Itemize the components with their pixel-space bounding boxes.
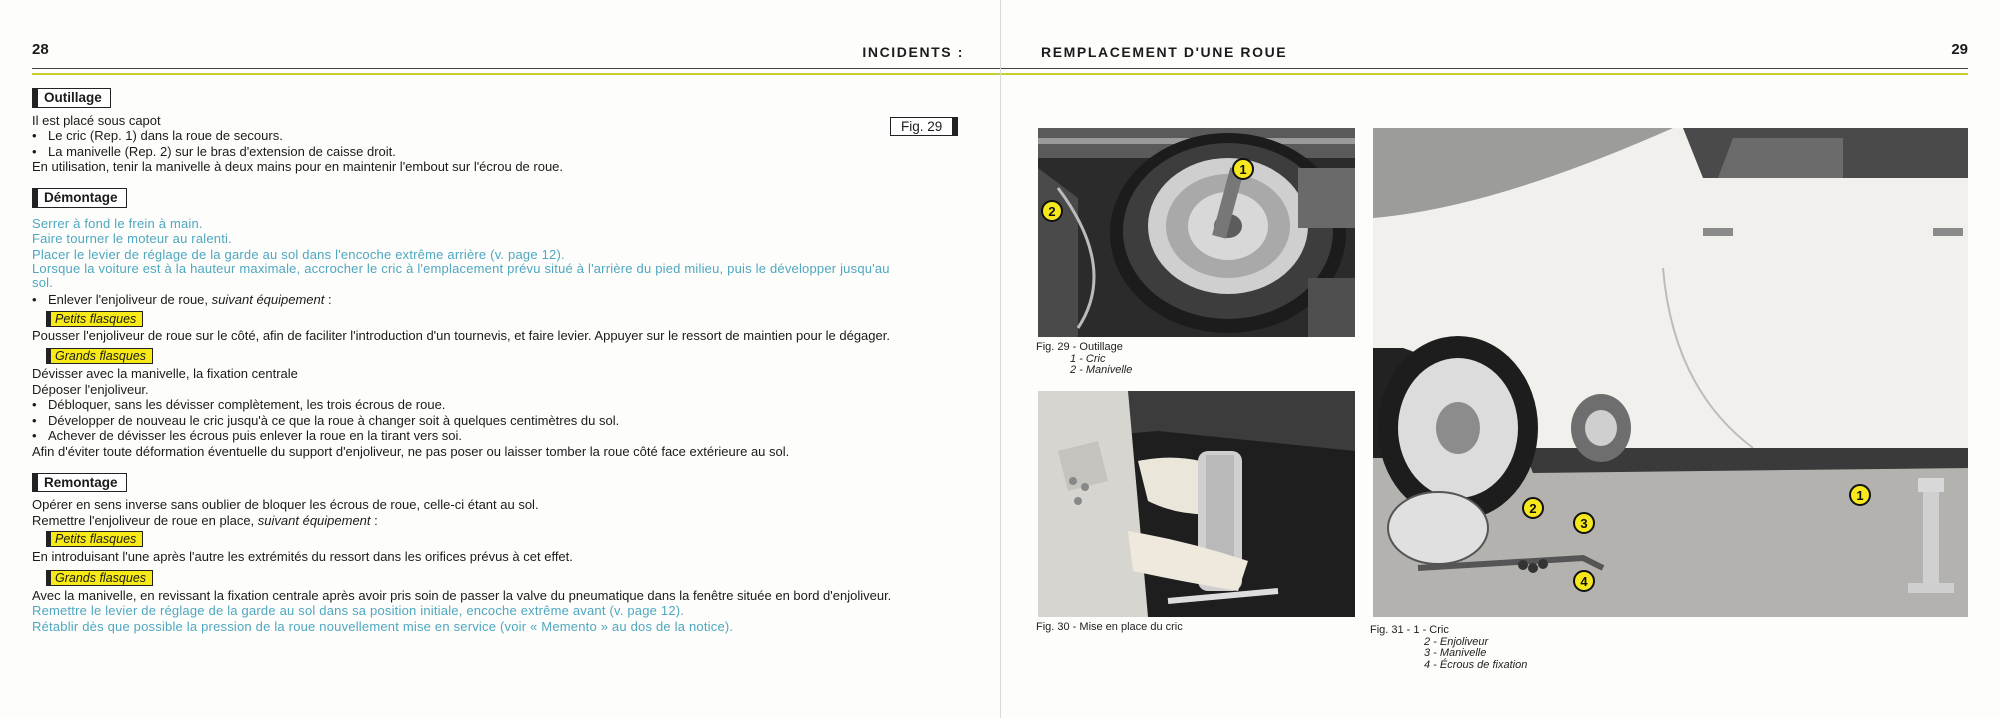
remontage-petits-text: En introduisant l'une après l'autre les extrémités du ressort dans les orifices prévus à cet effet.	[32, 549, 573, 565]
fig-31-title: Fig. 31 - 1 - Cric	[1370, 624, 1449, 636]
fig-31-item: 3 - Manivelle	[1424, 647, 1487, 659]
header-incidents: INCIDENTS :	[862, 44, 964, 60]
spare-wheel-illustration	[1038, 128, 1355, 337]
section-remontage: Remontage	[32, 473, 127, 493]
demontage-blue-line: Faire tourner le moteur au ralenti.	[32, 231, 232, 247]
outillage-bullet: • La manivelle (Rep. 2) sur le bras d'extension de caisse droit.	[32, 144, 962, 160]
section-demontage: Démontage	[32, 188, 127, 208]
remontage-em: suivant équipement	[257, 512, 371, 528]
demontage-blue-line: Serrer à fond le frein à main.	[32, 215, 203, 231]
fig-29-item: 2 - Manivelle	[1070, 364, 1133, 376]
tag-grands-flasques: Grands flasques	[46, 348, 153, 364]
fig-29-title: Fig. 29 - Outillage	[1036, 341, 1123, 353]
fig-31-item: 4 - Écrous de fixation	[1424, 658, 1528, 671]
jack-placement-illustration	[1038, 391, 1355, 617]
demontage-blue-line: Placer le levier de réglage de la garde au sol dans l'encoche extrême arrière (v. page 12).	[32, 246, 565, 262]
fig-29-photo	[1038, 128, 1355, 337]
remontage-text: Remettre l'enjoliveur de roue en place,	[32, 512, 258, 528]
outillage-note: En utilisation, tenir la manivelle à deux mains pour en maintenir l'embout sur l'écrou de roue.	[32, 159, 564, 175]
enjoliveur-end: :	[324, 292, 332, 308]
enjoliveur-instruction	[32, 292, 962, 308]
demontage-bullet: • Achever de dévisser les écrous puis enlever la roue en la tirant vers soi.	[32, 428, 962, 444]
demontage-bullet: • Développer de nouveau le cric jusqu'à ce que la roue à changer soit à quelques centimètres du sol.	[32, 413, 962, 429]
header-remplacement: REMPLACEMENT D'UNE ROUE	[1041, 44, 1288, 60]
fig29-marker: 2	[1041, 200, 1063, 222]
tag-petits-flasques: Petits flasques	[46, 531, 143, 547]
left-content	[32, 88, 962, 635]
fig-31-caption	[1370, 625, 1527, 671]
fig-30-photo	[1038, 391, 1355, 617]
grands-flasques-line: Déposer l'enjoliveur.	[32, 381, 149, 397]
petits-flasques-text: Pousser l'enjoliveur de roue sur le côté, afin de faciliter l'introduction d'un tournevis, et faire levier. Appuyer sur le ressort de maintien pour le dégager.	[32, 327, 890, 343]
header-rule-left	[32, 68, 1000, 75]
header-rule-right	[1001, 68, 1968, 75]
remontage-blue-line: Rétablir dès que possible la pression de la roue nouvellement mise en service (voir « Memento » au dos de la notice).	[32, 619, 734, 635]
remontage-line	[32, 513, 962, 529]
car-wheel-change-illustration	[1373, 128, 1968, 617]
remontage-grands-text: Avec la manivelle, en revissant la fixation centrale après avoir pris soin de passer la valve du pneumatique dans la fenêtre située en bord d'enjoliveur.	[32, 587, 892, 603]
fig-29-tag: Fig. 29	[890, 117, 958, 136]
remontage-line: Opérer en sens inverse sans oublier de bloquer les écrous de roue, celle-ci étant au sol.	[32, 497, 539, 513]
section-outillage: Outillage	[32, 88, 111, 108]
demontage-bullet: • Débloquer, sans les dévisser complètement, les trois écrous de roue.	[32, 397, 962, 413]
fig-30-caption: Fig. 30 - Mise en place du cric	[1036, 621, 1183, 633]
tag-grands-flasques: Grands flasques	[46, 570, 153, 586]
remontage-blue-line: Remettre le levier de réglage de la garde au sol dans sa position initiale, encoche extrême avant (v. page 12).	[32, 603, 685, 619]
fig31-marker: 1	[1849, 484, 1871, 506]
fig-29-caption	[1036, 342, 1132, 377]
outillage-bullet: • Le cric (Rep. 1) dans la roue de secours.	[32, 128, 962, 144]
remontage-end: :	[370, 512, 378, 528]
fig-29-item: 1 - Cric	[1070, 352, 1106, 365]
fig31-marker: 4	[1573, 570, 1595, 592]
page-number-left: 28	[32, 41, 49, 58]
grands-flasques-line: Dévisser avec la manivelle, la fixation centrale	[32, 365, 298, 381]
demontage-blue-line: Lorsque la voiture est à la hauteur maximale, accrocher le cric à l'emplacement prévu situé à l'arrière du pied milieu, puis le développer jusqu'au sol.	[32, 261, 890, 291]
tag-petits-flasques: Petits flasques	[46, 311, 143, 327]
right-page	[1001, 0, 2000, 718]
fig31-marker: 3	[1573, 512, 1595, 534]
fig-31-item: 2 - Enjoliveur	[1424, 635, 1489, 648]
fig29-marker: 1	[1232, 158, 1254, 180]
page-number-right: 29	[1951, 41, 1968, 58]
enjoliveur-em: suivant équipement	[211, 292, 325, 308]
enjoliveur-text: Enlever l'enjoliveur de roue,	[48, 292, 212, 308]
demontage-warning: Afin d'éviter toute déformation éventuelle du support d'enjoliveur, ne pas poser ou laisser tomber la roue côté face extérieure au sol.	[32, 443, 790, 459]
fig-31-photo	[1373, 128, 1968, 617]
outillage-intro: Il est placé sous capot	[32, 112, 161, 128]
fig31-marker: 2	[1522, 497, 1544, 519]
